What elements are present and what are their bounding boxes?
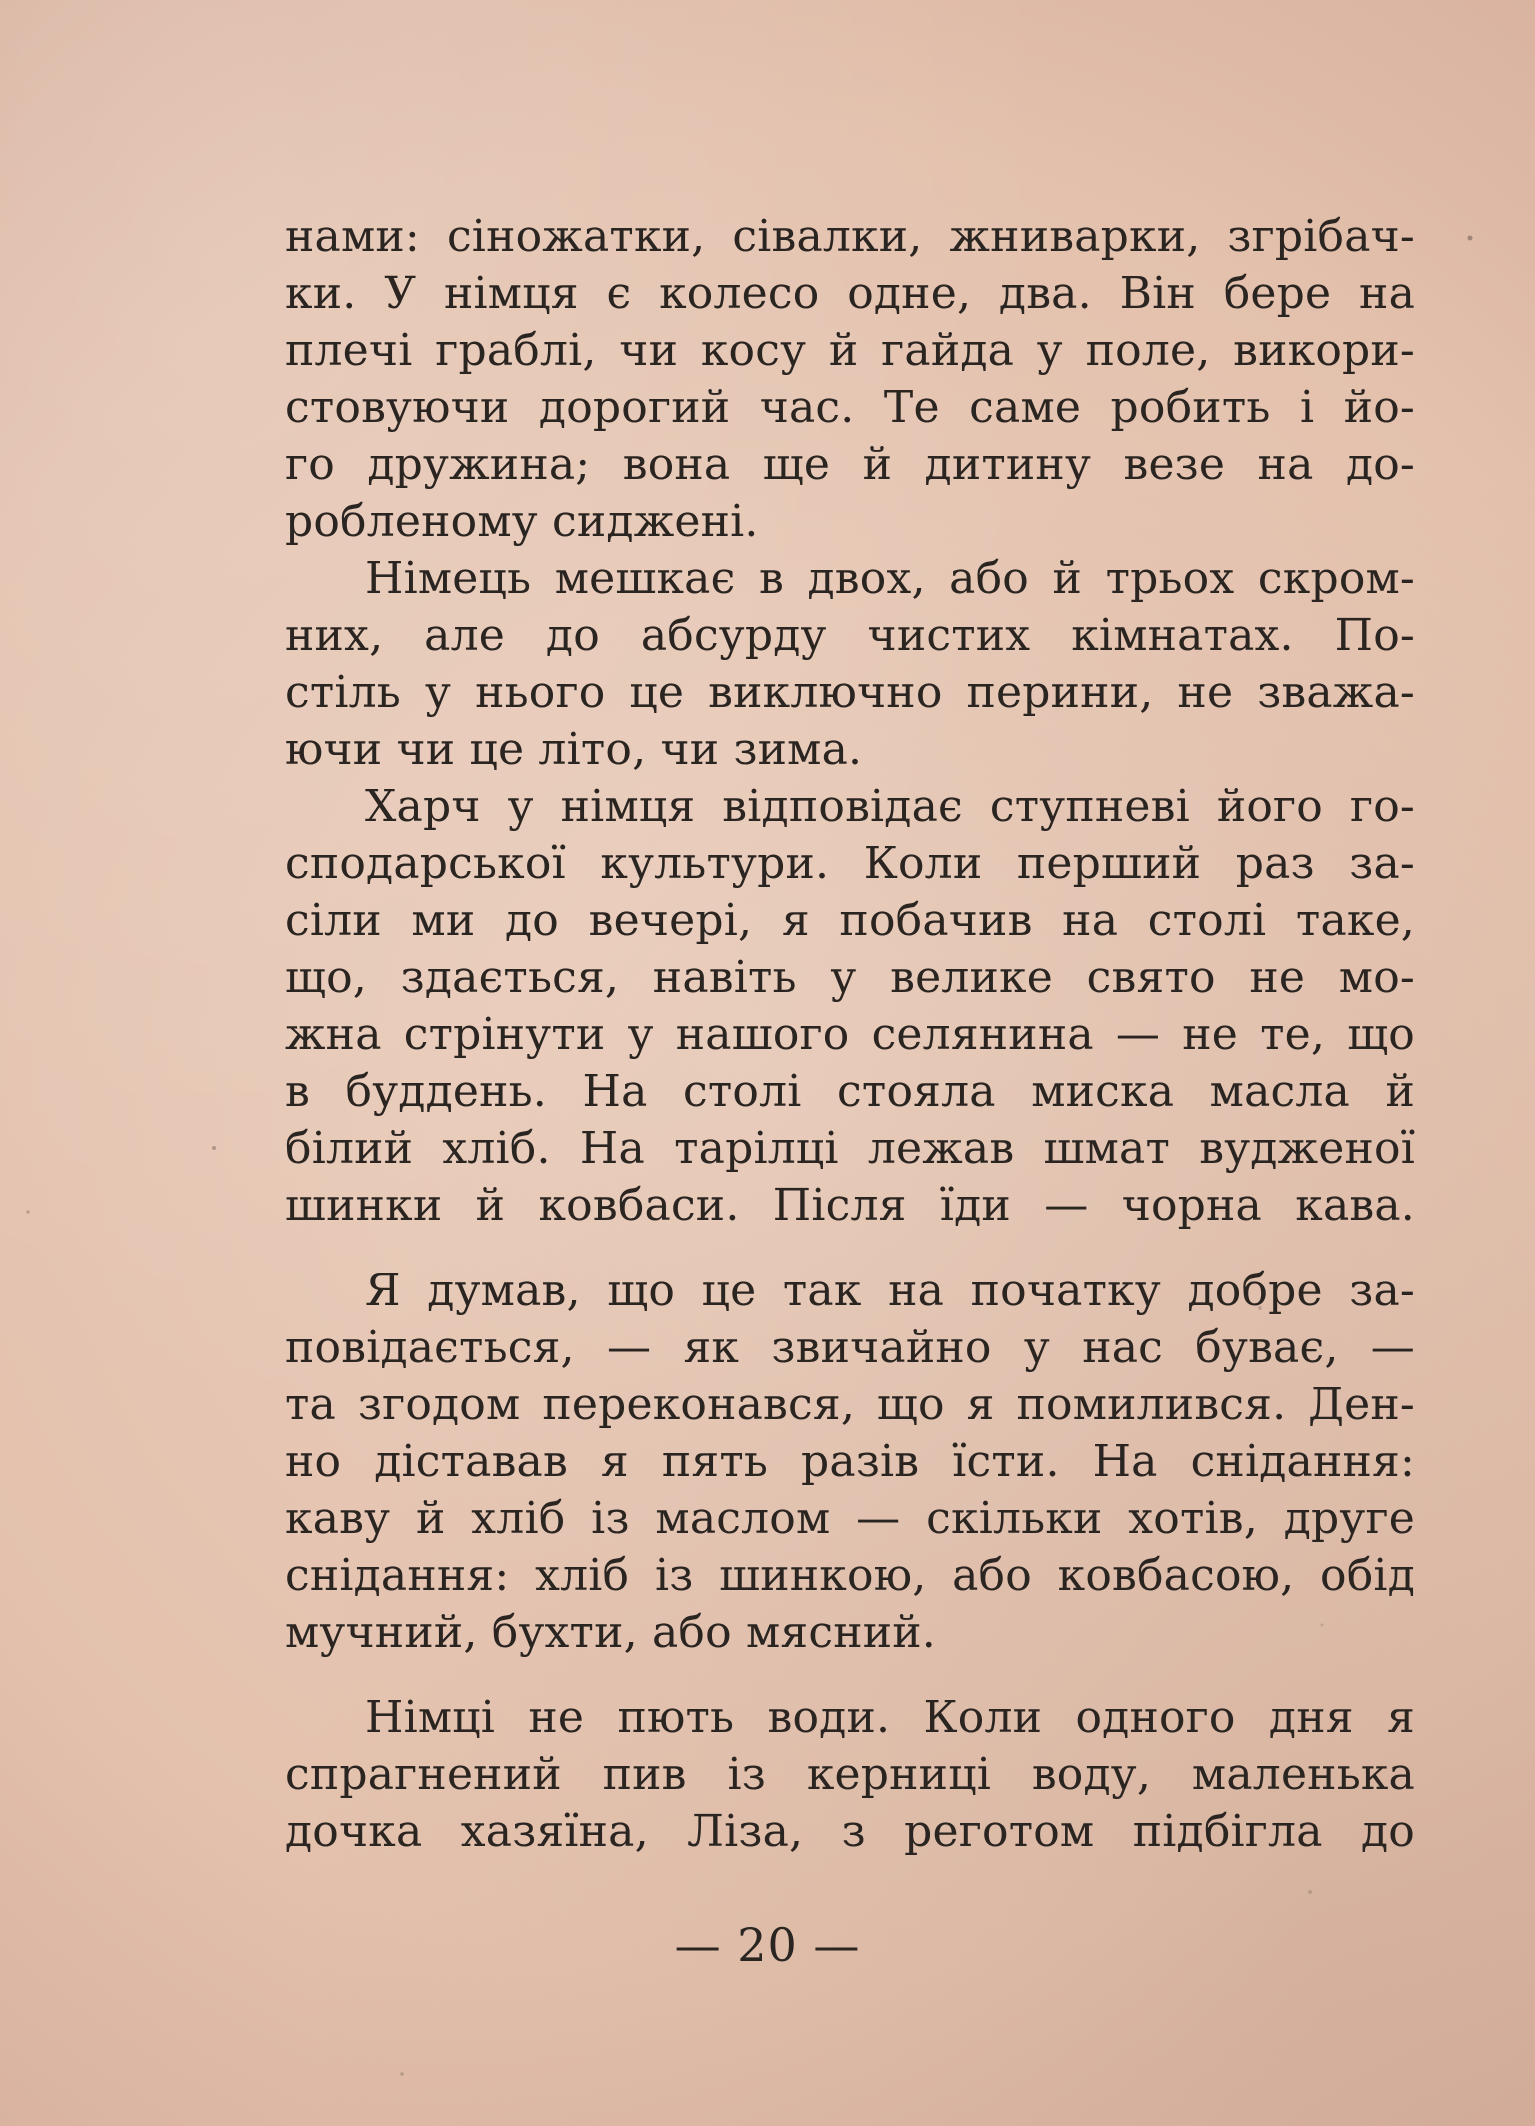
paragraph-1: [285, 208, 1415, 550]
speck: [26, 1210, 30, 1214]
text-line: го дружина; вона ще й дитину везе на до-: [285, 439, 1415, 490]
text-line: Німці не пють води. Коли одного дня я: [365, 1692, 1415, 1743]
text-line: повідається, — як звичайно у нас буває, —: [285, 1322, 1415, 1373]
text-line: ки. У німця є колесо одне, два. Він бере на: [285, 268, 1415, 319]
text-line: шинки й ковбаси. Після їди — чорна кава.: [285, 1180, 1415, 1231]
speck: [1308, 1890, 1312, 1894]
page-text: [285, 208, 1415, 1860]
paragraph-5: [285, 1689, 1415, 1860]
text-line: Німець мешкає в двох, або й трьох скром-: [365, 553, 1415, 604]
text-line: сіли ми до вечері, я побачив на столі таке,: [285, 895, 1415, 946]
text-line: плечі граблі, чи косу й гайда у поле, викори-: [285, 325, 1415, 376]
text-line: каву й хліб із маслом — скільки хотів, друге: [285, 1493, 1415, 1544]
speck: [212, 1146, 216, 1150]
text-line: стовуючи дорогий час. Те саме робить і йо-: [285, 382, 1415, 433]
text-line: дочка хазяїна, Ліза, з реготом підбігла до: [285, 1806, 1415, 1857]
text-line: Харч у німця відповідає ступневі його го-: [365, 781, 1415, 832]
text-line: спрагнений пив із керниці воду, маленька: [285, 1749, 1415, 1800]
text-line: нами: сіножатки, сівалки, жниварки, згрібач-: [285, 211, 1415, 262]
text-line: ючи чи це літо, чи зима.: [285, 724, 863, 775]
page-number: — 20 —: [674, 1918, 861, 1972]
speck: [400, 2072, 404, 2076]
text-line: стіль у нього це виключно перини, не зважа-: [285, 667, 1415, 718]
paragraph-4: [285, 1262, 1415, 1661]
text-line: сподарської культури. Коли перший раз за-: [285, 838, 1415, 889]
text-line: та згодом переконався, що я помилився. Ден-: [285, 1379, 1415, 1430]
text-line: робленому сиджені.: [285, 496, 759, 547]
speck: [1468, 236, 1473, 241]
text-line: Я думав, що це так на початку добре за-: [365, 1265, 1415, 1316]
text-line: білий хліб. На тарілці лежав шмат вудженої: [285, 1123, 1415, 1174]
text-line: що, здається, навіть у велике свято не мо-: [285, 952, 1415, 1003]
text-line: жна стрінути у нашого селянина — не те, що: [285, 1009, 1415, 1060]
paragraph-2: [285, 550, 1415, 778]
text-line: мучний, бухти, або мясний.: [285, 1607, 936, 1658]
text-line: в буддень. На столі стояла миска масла й: [285, 1066, 1415, 1117]
text-line: них, але до абсурду чистих кімнатах. По-: [285, 610, 1415, 661]
text-line: снідання: хліб із шинкою, або ковбасою, обід: [285, 1550, 1415, 1601]
text-line: но діставав я пять разів їсти. На снідання:: [285, 1436, 1415, 1487]
paragraph-3: [285, 778, 1415, 1234]
